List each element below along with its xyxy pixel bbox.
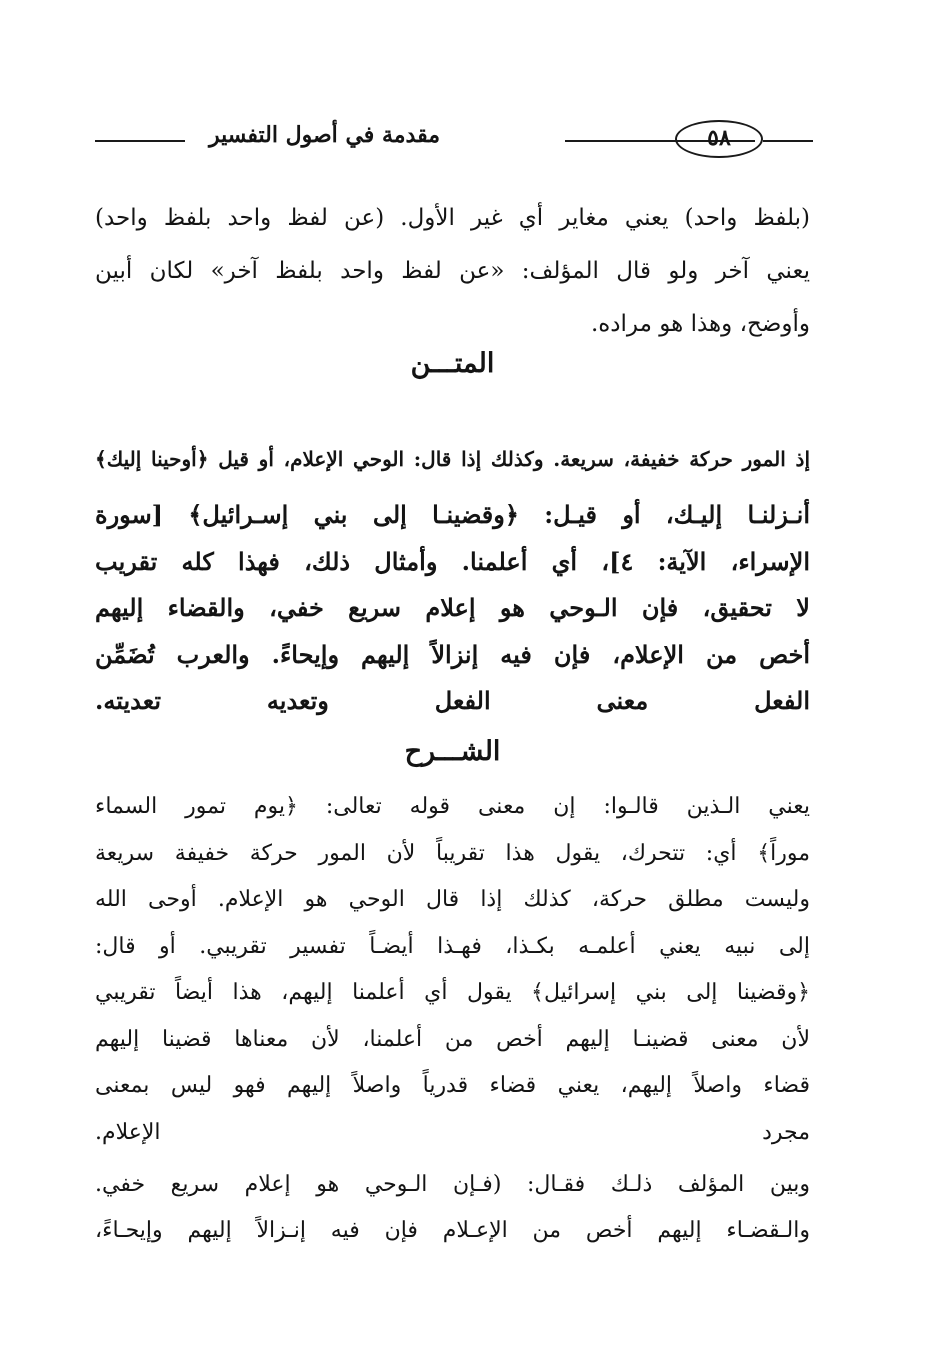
header-rule-tail — [763, 140, 813, 142]
text-line: ﴿وقضينا إلى بني إسرائيل﴾ يقول أي أعلمنا إليهم، هذا أيضاً تقريبي — [95, 980, 810, 1005]
text-line: وأوضح، وهذا هو مراده. — [590, 311, 810, 337]
page-header — [95, 120, 810, 162]
text-line: والـقضـاء إليهم أخص من الإعـلام فإن فيه إنـزالاً إليهم وإيحـاءً، — [95, 1218, 810, 1243]
section-heading-sharh: الشـــرح — [404, 736, 501, 767]
text-line: إذ المور حركة خفيفة، سريعة. وكذلك إذا قال: الوحي الإعلام، أو قيل ﴿أوحينا إليك﴾ — [95, 447, 810, 471]
text-line: الإسراء، الآية: ٤]، أي أعلمنا. وأمثال ذلك، فهذا كله تقريب — [95, 546, 810, 576]
text-line: يعني الـذين قالـوا: إن معنى قوله تعالى: ﴿يوم تمور السماء — [95, 794, 810, 819]
text-line: لا تحقيق، فإن الـوحي هو إعلام سريع خفي، والقضاء إليهم — [95, 593, 810, 622]
text-line: الفعل معنى الفعل وتعديه تعديته. — [95, 686, 810, 715]
text-line: أنـزلنـا إليـك، أو قيـل: ﴿وقضينـا إلى بني إسـرائيل﴾ [سورة — [95, 500, 810, 529]
text-line: قضاء واصلاً إليهم، يعني قضاء قدرياً واصلاً إليهم فهو ليس بمعنى — [95, 1073, 810, 1098]
page-number: ٥٨ — [675, 120, 763, 158]
text-line: إلى نبيه يعني أعلمـه بكـذا، فهـذا أيضـاً تفسير تقريبي. أو قال: — [95, 933, 810, 959]
book-title: مقدمة في أصول التفسير — [209, 122, 440, 148]
text-line: لأن معنى قضينـا إليهم أخص من أعلمنا، لأن معناها قضينا إليهم — [95, 1026, 810, 1052]
text-line: مجرد الإعلام. — [95, 1119, 810, 1145]
text-line: موراً﴾ أي: تتحرك، يقول هذا تقريباً لأن المور حركة خفيفة سريعة — [95, 840, 810, 866]
text-line: يعني آخر ولو قال المؤلف: «عن لفظ واحد بلفظ آخر» لكان أبين — [95, 258, 810, 284]
text-line: أخص من الإعلام، فإن فيه إنزالاً إليهم وإيحاءً. والعرب تُضَمِّن — [95, 639, 810, 669]
sharh-paragraph — [95, 784, 810, 1156]
section-heading-matn: المتـــن — [410, 348, 495, 379]
intro-paragraph — [95, 192, 810, 351]
sharh-paragraph-2 — [95, 1162, 810, 1254]
header-rule-left — [95, 140, 185, 142]
matn-first-line — [95, 440, 810, 478]
matn-paragraph — [95, 492, 810, 725]
text-line: وليست مطلق حركة، كذلك إذا قال الوحي هو الإعلام. أوحى الله — [95, 887, 810, 912]
text-line: (بلفظ واحد) يعني مغاير أي غير الأول. (عن لفظ واحد بلفظ واحد) — [95, 205, 810, 231]
text-line: وبين المؤلف ذلـك فقـال: (فـإن الـوحي هو إعلام سريع خفي. — [95, 1172, 810, 1197]
